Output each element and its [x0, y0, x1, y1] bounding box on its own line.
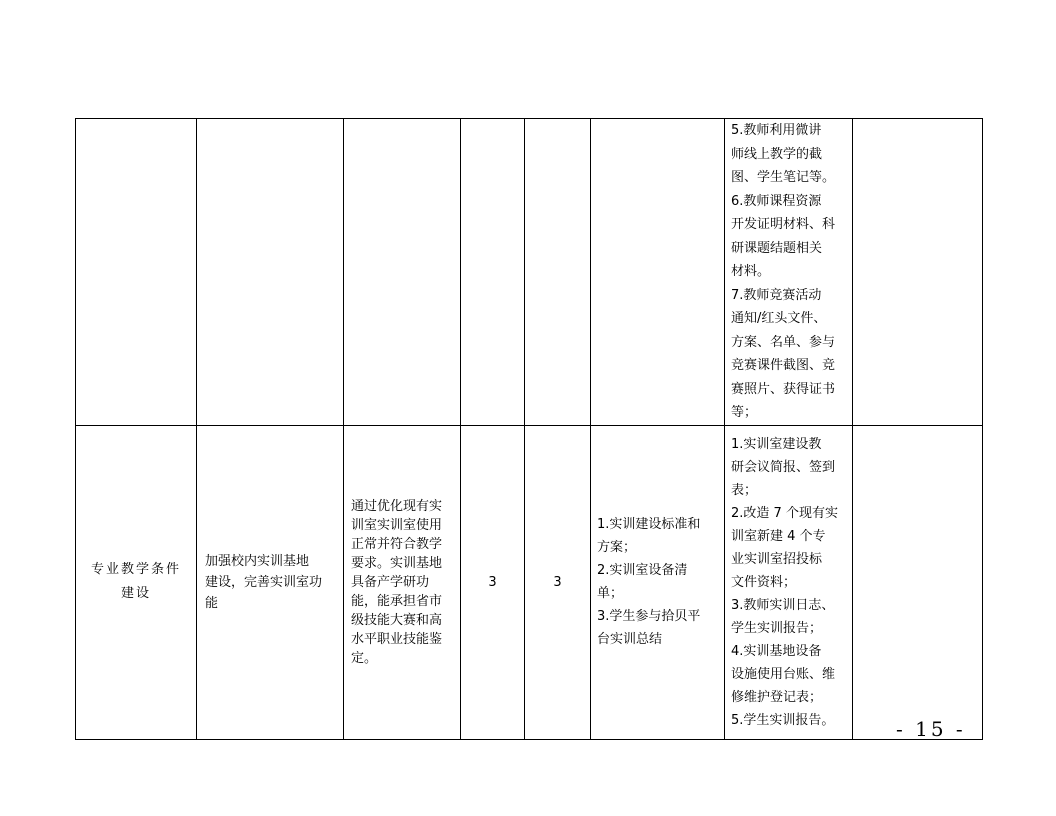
material-line: 修维护登记表； — [731, 689, 823, 705]
cell-remarks — [853, 425, 983, 739]
category-line: 建设 — [120, 586, 151, 601]
evidence-line: 方案； — [597, 540, 637, 555]
material-line: 研会议简报、签到 — [731, 459, 836, 475]
material-line: 图、学生笔记等。 — [731, 170, 836, 185]
category-line: 专业教学条件 — [90, 562, 181, 577]
target-line: 正常并符合教学 — [351, 536, 443, 552]
target-line: 具备产学研功 — [351, 574, 430, 590]
cell-value-a: 3 — [461, 425, 525, 739]
cell-task — [197, 425, 344, 739]
cell-value-b: 3 — [525, 425, 591, 739]
project-table — [75, 118, 983, 740]
material-line: 训室新建 4 个专 — [731, 528, 826, 544]
target-line: 要求。实训基地 — [351, 555, 443, 571]
material-line: 学生实训报告； — [731, 620, 823, 636]
target-line: 定。 — [351, 650, 378, 666]
evidence-line: 台实训总结 — [597, 632, 663, 647]
evidence-line: 1.实训建设标准和 — [597, 517, 701, 532]
cell-materials-continued — [725, 119, 853, 426]
material-line: 5.教师利用微讲 — [731, 123, 822, 138]
material-line: 材料。 — [731, 264, 771, 279]
task-line: 加强校内实训基地 — [205, 553, 310, 569]
task-line: 建设，完善实训室功 — [205, 574, 323, 590]
material-line: 7.教师竞赛活动 — [731, 287, 822, 303]
evidence-line: 3.学生参与拾贝平 — [597, 609, 701, 624]
cell-value-b-empty — [525, 119, 591, 426]
cell-target-empty — [344, 119, 461, 426]
material-line: 开发证明材料、科 — [731, 217, 836, 232]
evidence-line: 2.实训室设备清 — [597, 563, 688, 578]
cell-value-a-empty — [461, 119, 525, 426]
cell-materials — [725, 425, 853, 739]
cell-category — [76, 425, 197, 739]
cell-evidence — [591, 425, 725, 739]
material-line: 3.教师实训日志、 — [731, 597, 835, 613]
target-line: 通过优化现有实 — [351, 498, 443, 514]
material-line: 1.实训室建设教 — [731, 436, 822, 452]
material-line: 4.实训基地设备 — [731, 643, 822, 659]
cell-remarks-empty — [853, 119, 983, 426]
material-line: 文件资料； — [731, 574, 797, 590]
material-line: 方案、名单、参与 — [731, 334, 836, 350]
material-line: 业实训室招投标 — [731, 551, 823, 567]
table-row-teaching-conditions — [76, 425, 983, 739]
material-line: 表； — [731, 482, 758, 498]
material-line: 5.学生实训报告。 — [731, 712, 835, 728]
target-line: 级技能大赛和高 — [351, 612, 443, 628]
material-line: 6.教师课程资源 — [731, 193, 822, 209]
material-line: 通知/红头文件、 — [731, 311, 827, 326]
material-line: 等； — [731, 405, 758, 420]
table-row-continued — [76, 119, 983, 426]
task-line: 能 — [205, 595, 219, 611]
cell-target — [344, 425, 461, 739]
material-line: 设施使用台账、维 — [731, 666, 836, 682]
material-line: 赛照片、获得证书 — [731, 381, 836, 397]
cell-task-empty — [197, 119, 344, 426]
material-line: 师线上教学的截 — [731, 146, 823, 162]
cell-evidence-empty — [591, 119, 725, 426]
target-line: 水平职业技能鉴 — [351, 631, 443, 647]
material-line: 竞赛课件截图、竞 — [731, 358, 836, 373]
material-line: 2.改造 7 个现有实 — [731, 505, 838, 521]
material-line: 研课题结题相关 — [731, 240, 823, 256]
target-line: 能，能承担省市 — [351, 593, 443, 609]
evidence-line: 单； — [597, 586, 624, 601]
page-number: - 15 - — [896, 717, 966, 741]
cell-category-empty — [76, 119, 197, 426]
target-line: 训室实训室使用 — [351, 517, 443, 533]
